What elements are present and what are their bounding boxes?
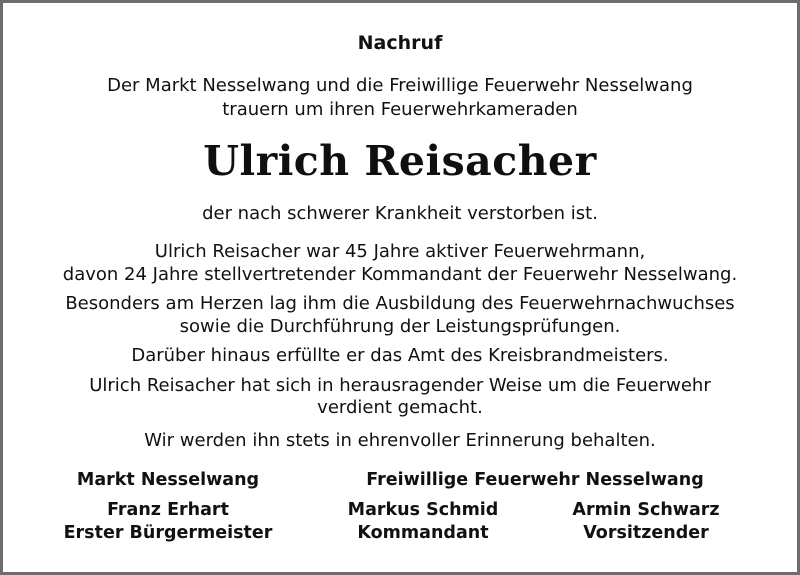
paragraph <box>3 241 797 286</box>
paragraph-line: verdient gemacht. <box>317 397 483 418</box>
signature-title: Kommandant <box>357 523 489 543</box>
intro-text <box>3 74 797 122</box>
signature-org-market: Markt Nesselwang <box>76 470 260 490</box>
paragraph <box>3 375 797 420</box>
signature-title: Vorsitzender <box>583 523 709 543</box>
paragraph-line: sowie die Durchführung der Leistungsprüfungen. <box>179 315 621 337</box>
body-text <box>3 241 797 427</box>
paragraph-line: Besonders am Herzen lag ihm die Ausbildung des Feuerwehrnachwuchses <box>65 293 735 314</box>
signature-chairman <box>572 499 719 545</box>
closing-line: Wir werden ihn stets in ehrenvoller Erinnerung behalten. <box>144 430 656 451</box>
signature-title: Erster Bürgermeister <box>63 523 273 543</box>
notice-heading: Nachruf <box>357 32 443 54</box>
signature-name: Markus Schmid <box>347 500 499 520</box>
signature-name: Armin Schwarz <box>572 500 720 520</box>
signature-commander <box>348 499 499 545</box>
paragraph <box>3 345 797 368</box>
signature-org-fire-brigade: Freiwillige Feuerwehr Nesselwang <box>366 470 704 490</box>
subline: der nach schwerer Krankheit verstorben ist. <box>202 203 598 224</box>
paragraph <box>3 293 797 338</box>
paragraph-line: Ulrich Reisacher hat sich in herausragender Weise um die Feuerwehr <box>89 374 711 396</box>
intro-line: trauern um ihren Feuerwehrkameraden <box>222 99 578 120</box>
deceased-name: Ulrich Reisacher <box>203 137 597 185</box>
signature-name: Franz Erhart <box>107 500 229 520</box>
signature-mayor <box>64 499 273 545</box>
paragraph-line: davon 24 Jahre stellvertretender Kommandant der Feuerwehr Nesselwang. <box>62 263 738 285</box>
intro-line: Der Markt Nesselwang und die Freiwillige Feuerwehr Nesselwang <box>107 75 693 96</box>
paragraph-line: Darüber hinaus erfüllte er das Amt des Kreisbrandmeisters. <box>131 345 669 366</box>
paragraph-line: Ulrich Reisacher war 45 Jahre aktiver Feuerwehrmann, <box>154 241 646 262</box>
